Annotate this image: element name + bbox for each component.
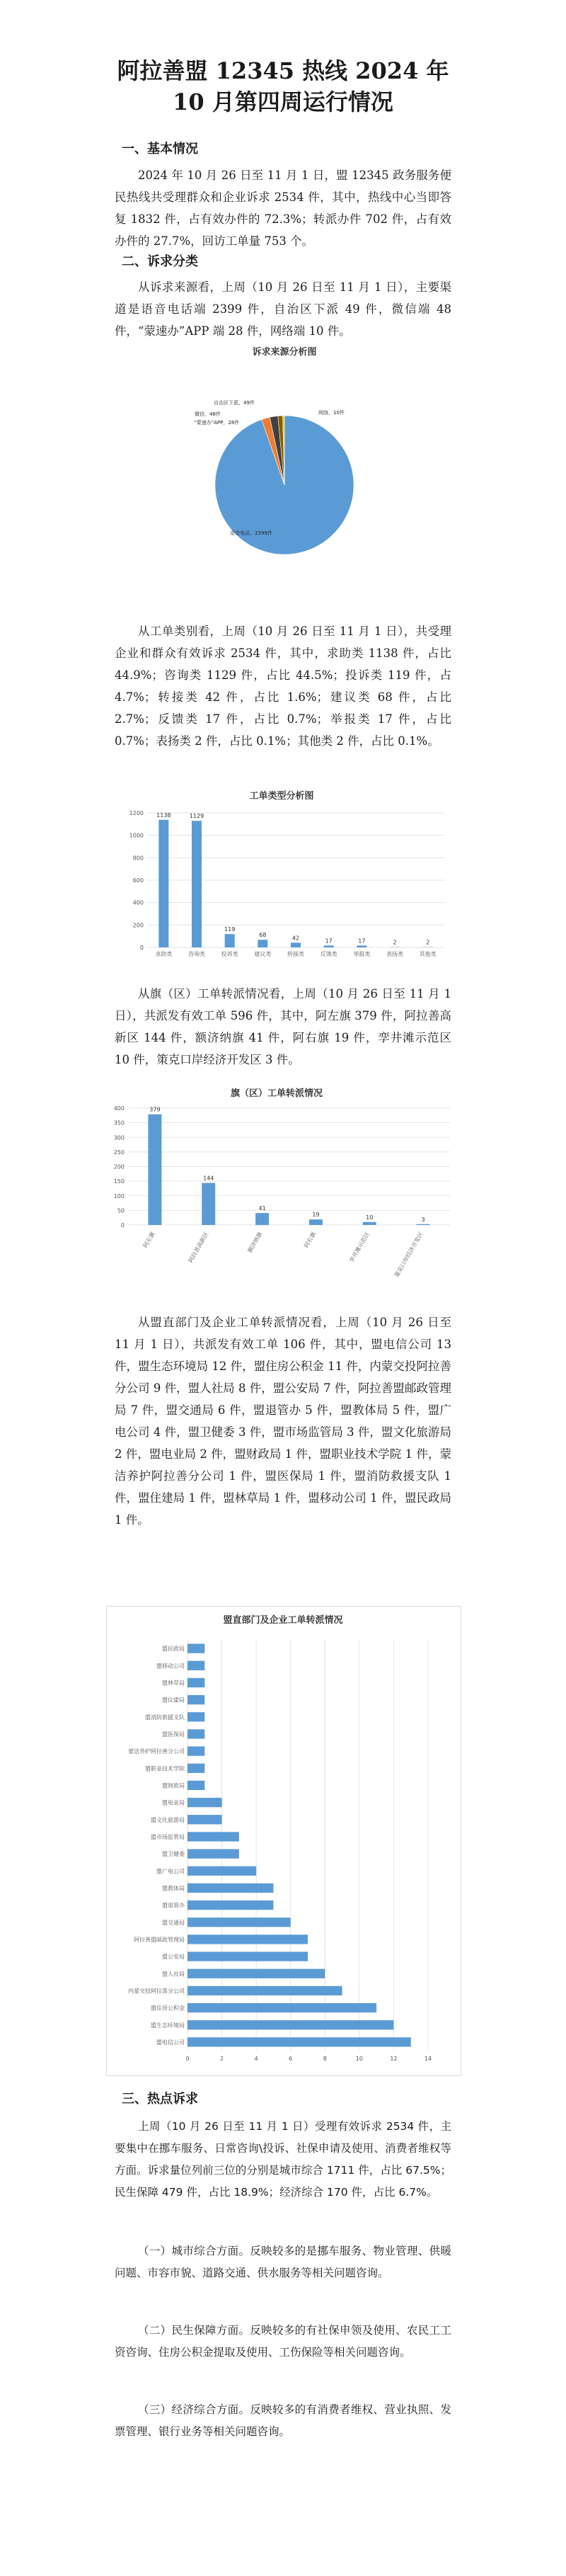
dept-bar-chart (106, 1606, 460, 2075)
x-tick-label: 阿右旗 (303, 1231, 318, 1249)
bar (187, 1934, 308, 1944)
y-tick-label: 600 (132, 877, 144, 884)
bar (309, 1219, 323, 1225)
page-title (0, 55, 566, 118)
bar (225, 934, 235, 947)
section-heading-hotspot: 三、热点诉求 (122, 2092, 198, 2107)
data-label: 42 (291, 935, 300, 942)
data-label: 17 (358, 937, 366, 945)
chart-title: 旗（区）工单转派情况 (230, 1088, 323, 1099)
y-tick-label: 250 (113, 1149, 125, 1156)
y-tick-label: 350 (113, 1119, 125, 1127)
y-tick-label: 盟公安局 (162, 1954, 185, 1961)
y-tick-label: 盟人社局 (162, 1971, 185, 1978)
y-tick-label: 盟住建局 (162, 1697, 185, 1704)
y-tick-label: 盟财政局 (162, 1782, 185, 1789)
bar (363, 1222, 376, 1225)
x-tick-label: 投诉类 (221, 951, 238, 957)
data-label: 2 (393, 939, 397, 946)
x-tick-label: 其他类 (419, 951, 437, 957)
data-label: 379 (149, 1106, 161, 1113)
y-tick-label: 盟电业局 (162, 1799, 185, 1806)
pie-title: 诉求来源分析图 (252, 347, 317, 358)
data-label: 144 (203, 1175, 214, 1182)
dept-paragraph: 从盟直部门及企业工单转派情况看，上周（10 月 26 日至 11 月 1 日），共派发有效工单 106 件，其中，盟电信公司 13 件，盟生态环境局 12 件，盟住房公积金 11 件，内蒙交投阿拉善分公司 9 件，盟人社局 8 件，盟公安局 7 件，阿拉善盟邮政管理局 7 件，盟交通局 6 件，盟退管办 5 件，盟教体局 5 件，盟广电公司 4 件，盟卫健委 3 件，盟市场监管局 3 件，盟文化旅游局 2 件，盟电业局 2 件，盟财政局 1 件，盟职业技术学院 1 件，蒙洁养护阿拉善分公司 1 件，盟医保局 1 件，盟消防救援支队 1 件，盟住建局 1 件，盟林草局 1 件，盟移动公司 1 件，盟民政局 1 件。 (115, 1316, 451, 1527)
type-bar-chart (112, 786, 451, 974)
bar (291, 942, 301, 947)
basic-paragraph: 2024 年 10 月 26 日至 11 月 1 日，盟 12345 政务服务便民热线共受理群众和企业诉求 2534 件，其中，热线中心当即答复 1832 件，占有效办件的 72.3%；转派办件 702 件，占有效办件的 27.7%，回访工单量 753 个。 (115, 169, 451, 248)
y-tick-label: 200 (113, 1163, 125, 1170)
bar (324, 945, 334, 947)
type-paragraph: 从工单类别看，上周（10 月 26 日至 11 月 1 日），共受理企业和群众有效诉求 2534 件，其中，求助类 1138 件，占比 44.9%；咨询类 1129 件，占比 44.5%；投诉类 119 件，占 4.7%；转接类 42 件，占比 1.6%；建议类 68 件，占比 2.7%；反馈类 17 件，占比 0.7%；举报类 17 件，占比 0.7%；表扬类 2 件，占比 0.1%；其他类 2 件，占比 0.1%。 (115, 625, 451, 748)
bar (187, 1661, 204, 1670)
banner-paragraph: 从旗（区）工单转派情况看，上周（10 月 26 日至 11 月 1 日），共派发有效工单 596 件，其中，阿左旗 379 件，阿拉善高新区 144 件，额济纳旗 41 件，阿右旗 19 件，孪井滩示范区 10 件，策克口岸经济开发区 3 件。 (115, 987, 451, 1066)
data-label: 17 (325, 937, 333, 945)
x-tick-label: 阿拉善高新区 (187, 1231, 210, 1264)
y-tick-label: 蒙洁养护阿拉善分公司 (128, 1748, 185, 1755)
bar (187, 1849, 239, 1858)
dept-bar-svg (106, 1606, 460, 2075)
pie-label: 自治区下派，49件 (214, 400, 255, 406)
y-tick-label: 100 (113, 1192, 125, 1199)
x-tick-label: 表扬类 (386, 951, 403, 957)
y-tick-label: 200 (132, 922, 144, 929)
x-tick-label: 策克口岸经济开发区 (393, 1231, 424, 1279)
y-tick-label: 0 (139, 945, 144, 951)
y-tick-label: 盟住房公积金 (151, 2005, 185, 2012)
x-tick-label: 求助类 (155, 951, 173, 957)
section-heading-basic: 一、基本情况 (122, 142, 198, 156)
y-tick-label: 盟卫健委 (162, 1851, 185, 1858)
hotspot-item-livelihood: （二）民生保障方面。反映较多的有社保申领及使用、农民工工资咨询、住房公积金提取及使用、工伤保险等相关问题咨询。 (115, 2324, 451, 2359)
bar (187, 1695, 204, 1704)
bar (187, 1746, 204, 1755)
data-label: 119 (224, 926, 236, 933)
source-pie-chart (184, 343, 386, 566)
x-tick-label: 14 (424, 2056, 432, 2062)
source-pie-svg (184, 343, 386, 566)
y-tick-label: 盟广电公司 (156, 1868, 185, 1875)
y-tick-label: 400 (113, 1105, 125, 1112)
x-tick-label: 建议类 (254, 951, 272, 957)
bar (187, 2020, 393, 2029)
y-tick-label: 盟电信公司 (156, 2039, 185, 2046)
bar (192, 821, 202, 947)
y-tick-label: 1000 (129, 832, 144, 839)
data-label: 1129 (189, 813, 204, 820)
y-tick-label: 盟生态环境局 (151, 2022, 185, 2029)
data-label: 19 (312, 1212, 320, 1219)
bar (187, 1867, 256, 1876)
pie-label: 微信，48件 (195, 411, 221, 417)
bar (187, 1764, 204, 1773)
title-line-1: 阿拉善盟 12345 热线 2024 年 (117, 57, 449, 84)
chart-title: 盟直部门及企业工单转派情况 (223, 1615, 343, 1626)
x-tick-label: 反馈类 (320, 951, 337, 957)
y-tick-label: 150 (113, 1178, 125, 1185)
bar (202, 1183, 215, 1225)
bar (187, 1729, 204, 1738)
chart-title: 工单类型分析图 (249, 791, 314, 802)
bar (187, 1900, 273, 1910)
bar (255, 1213, 269, 1225)
x-tick-label: 4 (254, 2056, 258, 2062)
bar (187, 2037, 411, 2046)
bar (148, 1115, 161, 1225)
y-tick-label: 盟林草局 (162, 1680, 185, 1687)
data-label: 2 (426, 939, 430, 946)
bar (258, 940, 267, 947)
y-tick-label: 400 (132, 899, 144, 906)
bar (187, 1712, 204, 1721)
bar (187, 2003, 376, 2012)
bar (158, 820, 168, 947)
data-label: 41 (258, 1205, 266, 1212)
bar (187, 1883, 273, 1893)
banner-bar-svg (96, 1083, 457, 1296)
bar (187, 1678, 204, 1687)
bar (357, 945, 366, 947)
x-tick-label: 0 (185, 2056, 190, 2062)
hotspot-item-city: （一）城市综合方面。反映较多的是挪车服务、物业管理、供暖问题、市容市貌、道路交通、供水服务等相关问题咨询。 (115, 2245, 451, 2279)
x-tick-label: 额济纳旗 (246, 1231, 264, 1254)
hotspot-intro: 上周（10 月 26 日至 11 月 1 日）受理有效诉求 2534 件，主要集中在挪车服务、日常咨询\投诉、社保申请及使用、消费者维权等方面。诉求量位列前三位的分别是城市综合 1711 件，占比 67.5%；民生保障 479 件，占比 18.9%；经济综合 170 件，占比 6.7%。 (115, 2120, 451, 2199)
pie-label: “蒙速办”APP，28件 (194, 420, 240, 426)
y-tick-label: 盟教体局 (162, 1885, 185, 1892)
y-tick-label: 50 (117, 1207, 125, 1214)
bar (187, 1815, 222, 1824)
y-tick-label: 盟退管办 (162, 1902, 185, 1909)
x-tick-label: 转接类 (287, 951, 304, 957)
pie-label: 网络，10件 (318, 410, 345, 416)
y-tick-label: 内蒙交投阿拉善分公司 (128, 1988, 185, 1995)
y-tick-label: 盟文化旅游局 (151, 1816, 185, 1823)
data-label: 68 (259, 932, 267, 939)
source-paragraph: 从诉求来源看，上周（10 月 26 日至 11 月 1 日），主要渠道是语音电话端 2399 件，自治区下派 49 件，微信端 48 件，“蒙速办”APP 端 28 件，网络端 10 件。 (115, 280, 451, 338)
x-tick-label: 10 (355, 2056, 363, 2062)
x-tick-label: 咨询类 (188, 951, 205, 957)
section-heading-classification: 二、诉求分类 (122, 254, 198, 269)
bar (187, 1986, 342, 1995)
hotspot-item-economy: （三）经济综合方面。反映较多的有消费者维权、营业执照、发票管理、银行业务等相关问题咨询。 (115, 2403, 451, 2438)
y-tick-label: 阿拉善盟邮政管理局 (134, 1936, 185, 1943)
x-tick-label: 2 (220, 2056, 224, 2062)
y-tick-label: 盟医保局 (162, 1731, 185, 1738)
y-tick-label: 盟消防救援支队 (145, 1714, 185, 1721)
bar (187, 1917, 291, 1927)
x-tick-label: 12 (390, 2056, 398, 2062)
x-tick-label: 8 (323, 2056, 327, 2062)
bar (417, 1224, 430, 1225)
data-label: 10 (366, 1214, 374, 1221)
y-tick-label: 1200 (129, 810, 144, 816)
bar (187, 1951, 308, 1961)
data-label: 3 (421, 1216, 425, 1223)
bar (187, 1798, 222, 1807)
bar (187, 1643, 204, 1653)
bar (187, 1781, 204, 1790)
y-tick-label: 盟职业技术学院 (145, 1765, 185, 1772)
y-tick-label: 0 (120, 1222, 125, 1229)
type-bar-svg (112, 786, 451, 974)
bar (187, 1832, 239, 1841)
x-tick-label: 6 (289, 2056, 293, 2062)
y-tick-label: 盟民政局 (162, 1646, 185, 1653)
y-tick-label: 盟交通局 (162, 1919, 185, 1926)
x-tick-label: 孪井滩示范区 (348, 1231, 371, 1264)
x-tick-label: 阿左旗 (142, 1231, 156, 1249)
bar (187, 1969, 325, 1978)
banner-bar-chart (96, 1083, 457, 1296)
data-label: 1138 (156, 811, 171, 819)
title-line-2: 10 月第四周运行情况 (173, 89, 393, 115)
x-tick-label: 举报类 (353, 951, 371, 957)
y-tick-label: 盟移动公司 (156, 1663, 185, 1670)
y-tick-label: 盟市场监管局 (151, 1833, 185, 1840)
y-tick-label: 800 (132, 855, 144, 862)
y-tick-label: 300 (113, 1134, 125, 1141)
pie-label: 语音电话，2399件 (230, 530, 272, 536)
